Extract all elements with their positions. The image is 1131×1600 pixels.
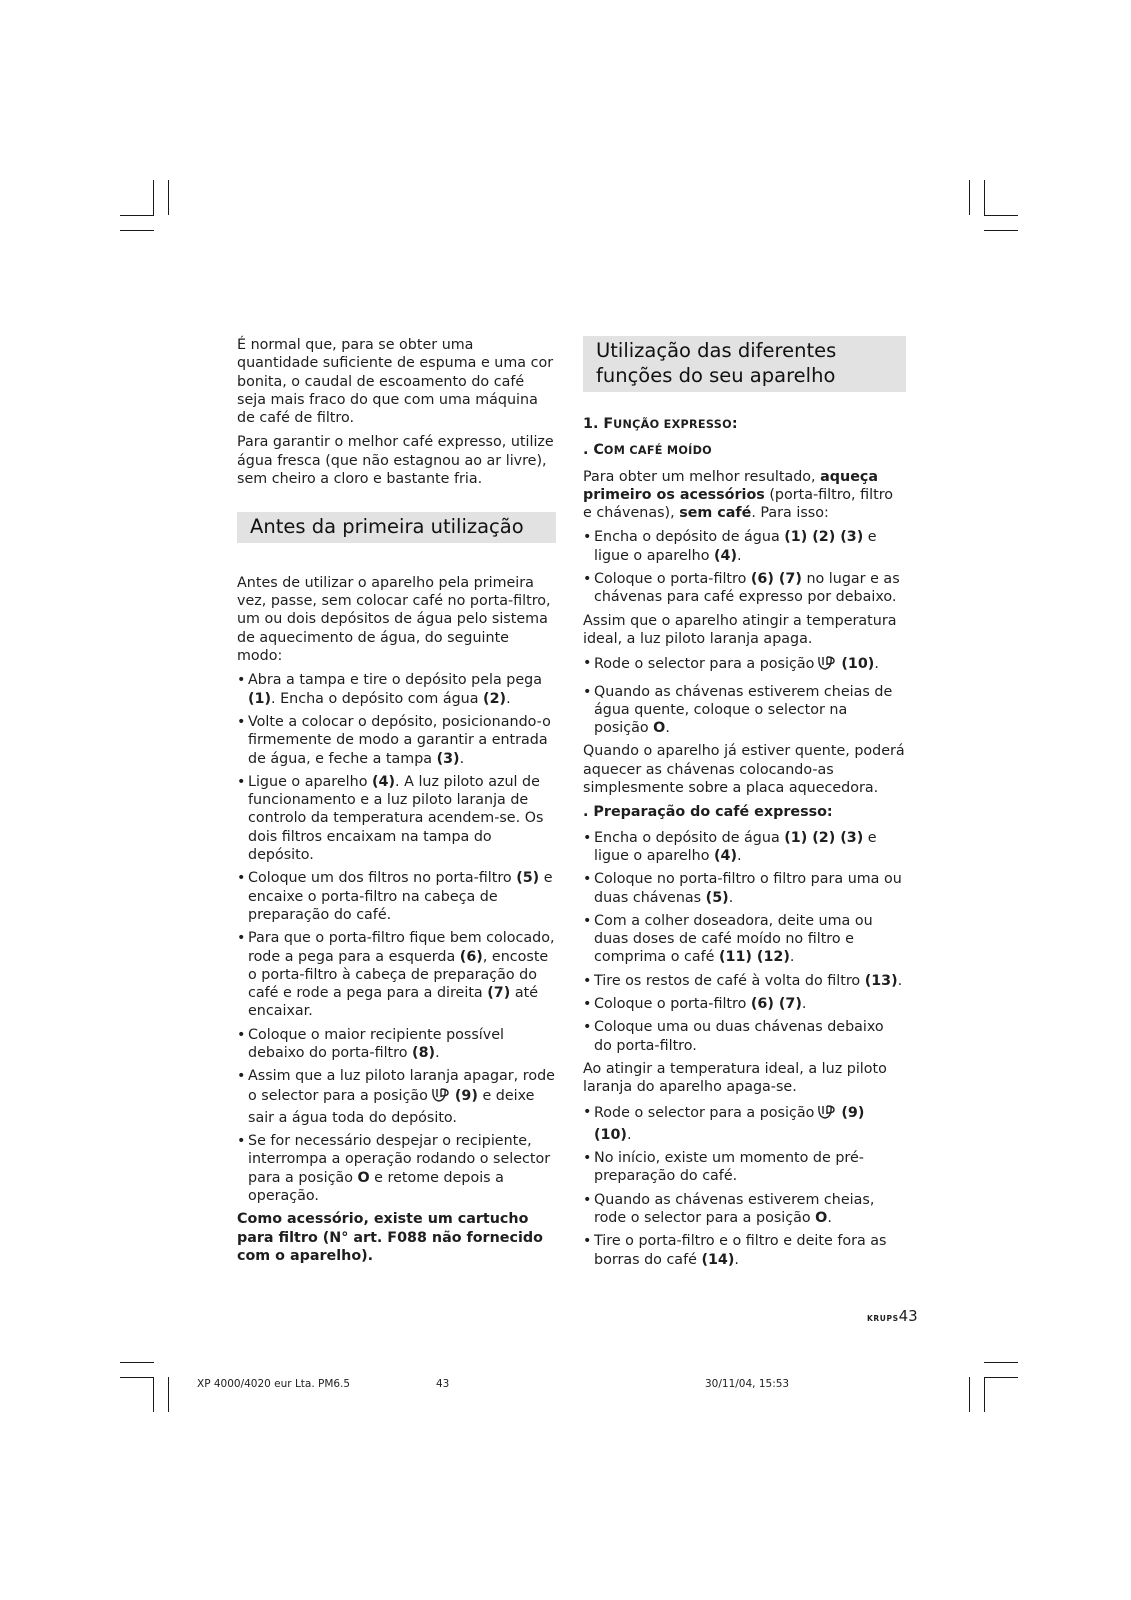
crop-mark [984, 230, 1018, 231]
bullet-icon: • [583, 871, 592, 888]
crop-mark [984, 215, 1018, 216]
list-item: • Tire o porta-filtro e o filtro e deite fora as borras do café (14). [583, 1233, 887, 1268]
list-item: • Rode o selector para a posição (9) (10). [583, 1103, 865, 1143]
list-item: • Abra a tampa e tire o depósito pela pega (1). Encha o depósito com água (2). [237, 672, 543, 707]
accessory-note: Como acessório, existe um cartucho para filtro (N° art. F088 não fornecido com o aparelho). [237, 1211, 543, 1264]
list-item: • Encha o depósito de água (1) (2) (3) e ligue o aparelho (4). [583, 829, 877, 864]
list-item: • Rode o selector para a posição (10). [583, 654, 906, 677]
instruction-list [237, 671, 556, 1205]
bullet-icon: • [583, 1103, 592, 1120]
intro-paragraph: É normal que, para se obter uma quantidade suficiente de espuma e uma cor bonita, o caudal de escoamento do café seja mais fraco do que com uma máquina de café de filtro. [237, 337, 554, 427]
list-item: • Coloque o porta-filtro (6) (7). [583, 996, 807, 1013]
crop-mark [120, 230, 154, 231]
instruction-list [583, 654, 906, 737]
crop-mark [153, 1377, 154, 1412]
crop-mark [969, 1377, 970, 1412]
heading-line: funções do seu aparelho [596, 363, 836, 387]
body-paragraph: Antes de utilizar o aparelho pela primeira vez, passe, sem colocar café no porta-filtro, um ou dois depósitos de água pelo sistema de aquecimento de água, do seguinte modo: [237, 574, 551, 665]
intro-paragraph: Para garantir o melhor café expresso, utilize água fresca (que não estagnou ao ar livre), sem cheiro a cloro e bastante fria. [237, 434, 554, 488]
crop-mark [984, 1377, 1018, 1378]
list-item: • Volte a colocar o depósito, posicionando-o firmemente de modo a garantir a entrada de água, e feche a tampa (3). [237, 713, 551, 767]
list-item: • Ligue o aparelho (4). A luz piloto azul de funcionamento e a luz piloto laranja de controlo da temperatura acendem-se. Os dois filtros encaixam na tampa do depósito. [237, 773, 544, 864]
bullet-icon: • [583, 655, 592, 672]
crop-mark [969, 180, 970, 215]
bullet-icon: • [583, 683, 592, 700]
crop-mark [168, 180, 169, 215]
list-item: • Tire os restos de café à volta do filtro (13). [583, 972, 903, 989]
section-heading-first-use: Antes da primeira utilização [237, 512, 556, 543]
slug-date: 30/11/04, 15:53 [705, 1378, 790, 1390]
bullet-icon: • [237, 672, 246, 689]
crop-mark [984, 1362, 1018, 1363]
bullet-icon: • [583, 1191, 592, 1208]
body-paragraph: Assim que o aparelho atingir a temperatura ideal, a luz piloto laranja apaga. [583, 612, 897, 647]
bullet-icon: • [237, 870, 246, 887]
body-paragraph: Para obter um melhor resultado, aqueça primeiro os acessórios (porta-filtro, filtro e chávenas), sem café. Para isso: [583, 468, 894, 522]
instruction-list [583, 528, 906, 606]
brand-label: KRUPS [867, 1314, 899, 1323]
left-column [237, 336, 556, 1271]
bullet-icon: • [237, 1068, 246, 1085]
steam-position-icon [816, 654, 838, 677]
bullet-icon: • [583, 1233, 592, 1250]
crop-mark [120, 1362, 154, 1363]
bullet-icon: • [583, 1150, 592, 1167]
bullet-icon: • [583, 829, 592, 846]
list-item: • Coloque o maior recipiente possível debaixo do porta-filtro (8). [237, 1026, 505, 1061]
crop-mark [168, 1377, 169, 1412]
steam-position-icon [816, 1103, 838, 1126]
instruction-list [583, 829, 906, 1055]
bullet-icon: • [583, 1019, 592, 1036]
list-item: • Assim que a luz piloto laranja apagar, rode o selector para a posição (9) e deixe sair a água toda do depósito. [237, 1068, 555, 1126]
list-item: • Coloque o porta-filtro (6) (7) no lugar e as chávenas para café expresso por debaixo. [583, 571, 900, 606]
slug-page: 43 [436, 1378, 450, 1390]
list-item: • Coloque uma ou duas chávenas debaixo do porta-filtro. [583, 1019, 884, 1054]
list-item: • Se for necessário despejar o recipiente, interrompa a operação rodando o selector para a posição O e retome depois a operação. [237, 1133, 551, 1205]
heading-line: Utilização das diferentes [596, 339, 837, 362]
list-item: • Quando as chávenas estiverem cheias, rode o selector para a posição O. [583, 1191, 875, 1226]
bullet-icon: • [237, 713, 246, 730]
crop-mark [120, 1377, 154, 1378]
crop-mark [120, 215, 154, 216]
steam-position-icon [430, 1086, 452, 1109]
right-column [583, 336, 906, 1274]
bullet-icon: • [583, 972, 592, 989]
list-item: • Com a colher doseadora, deite uma ou duas doses de café moído no filtro e comprima o café (11) (12). [583, 912, 873, 966]
crop-mark [984, 180, 985, 215]
crop-mark [153, 180, 154, 215]
bullet-icon: • [237, 1026, 246, 1043]
body-paragraph: Ao atingir a temperatura ideal, a luz piloto laranja do aparelho apaga-se. [583, 1060, 887, 1096]
subheading-espresso-preparation: . Preparação do café expresso: [583, 804, 833, 821]
instruction-list [583, 1103, 906, 1269]
crop-mark [984, 1377, 985, 1412]
section-heading-functions [583, 336, 906, 392]
bullet-icon: • [237, 773, 246, 790]
bullet-icon: • [583, 571, 592, 588]
subheading-expresso-function: 1. FUNÇÃO EXPRESSO: [583, 416, 738, 432]
bullet-icon: • [583, 912, 592, 929]
bullet-icon: • [237, 1133, 246, 1150]
bullet-icon: • [237, 930, 246, 947]
list-item: • Coloque no porta-filtro o filtro para uma ou duas chávenas (5). [583, 871, 902, 906]
list-item: • Para que o porta-filtro fique bem colocado, rode a pega para a esquerda (6), encoste o porta-filtro à cabeça de preparação do café e rode a pega para a direita (7) até encaixar. [237, 930, 555, 1020]
slug-file-name: XP 4000/4020 eur Lta. PM6.5 [197, 1378, 351, 1390]
body-paragraph: Quando o aparelho já estiver quente, poderá aquecer as chávenas colocando-as simplesmente sobre a placa aquecedora. [583, 743, 905, 797]
list-item: • Encha o depósito de água (1) (2) (3) e ligue o aparelho (4). [583, 529, 877, 564]
page-number-block [867, 1306, 918, 1325]
list-item: • Coloque um dos filtros no porta-filtro (5) e encaixe o porta-filtro na cabeça de preparação do café. [237, 870, 553, 923]
list-item: • Quando as chávenas estiverem cheias de água quente, coloque o selector na posição O. [583, 683, 893, 737]
page-number: 43 [898, 1307, 918, 1325]
list-item: • No início, existe um momento de pré-preparação do café. [583, 1150, 864, 1185]
subheading-ground-coffee: . COM CAFÉ MOÍDO [583, 442, 712, 459]
bullet-icon: • [583, 529, 592, 546]
bullet-icon: • [583, 996, 592, 1013]
